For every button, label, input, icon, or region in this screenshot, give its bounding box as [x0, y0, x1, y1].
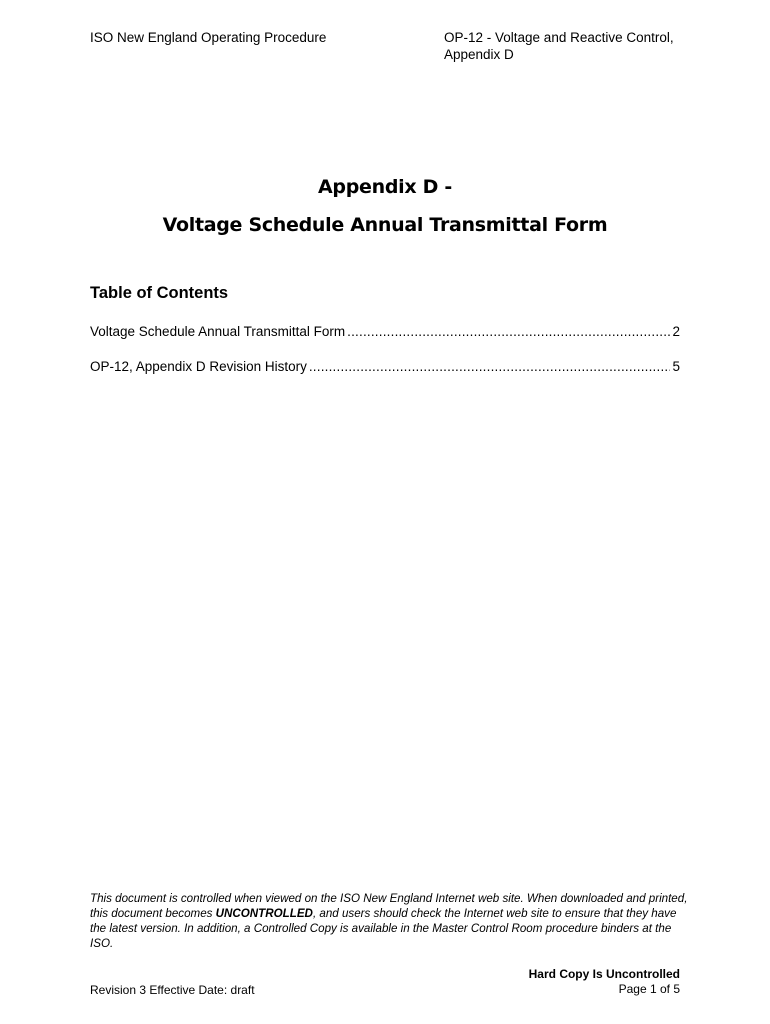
toc-leader-dots	[347, 323, 670, 340]
header-left: ISO New England Operating Procedure	[90, 30, 327, 45]
control-notice	[90, 891, 690, 951]
title-line1: Appendix D -	[318, 176, 452, 198]
toc-entry-transmittal-form[interactable]	[90, 323, 680, 340]
page-title	[0, 168, 770, 244]
notice-text-part2: , and users should check the Internet web site to ensure that they have the latest version. In addition, a Controlled Copy is available in the Master Control Room procedure binders at the ISO.	[90, 907, 677, 950]
footer-right	[529, 967, 680, 997]
toc-entry-page[interactable]: 5	[672, 359, 680, 374]
toc-entry-page[interactable]: 2	[672, 324, 680, 339]
toc-entry-label[interactable]: OP-12, Appendix D Revision History	[90, 359, 307, 374]
footer-page-number: Page 1 of 5	[618, 982, 680, 996]
toc-leader-dots	[309, 358, 671, 375]
title-line2: Voltage Schedule Annual Transmittal Form	[162, 214, 608, 236]
toc-heading: Table of Contents	[90, 284, 229, 302]
toc-entry-revision-history[interactable]	[90, 358, 680, 375]
header-right	[444, 29, 704, 63]
footer-hard-copy: Hard Copy Is Uncontrolled	[528, 967, 680, 981]
notice-emphasis: UNCONTROLLED	[215, 907, 313, 920]
header-right-line1: OP-12 - Voltage and Reactive Control,	[444, 30, 674, 45]
notice-text-part1: This document is controlled when viewed on the ISO New England Internet web site. When downloaded and printed, this document becomes	[90, 892, 688, 920]
footer-revision: Revision 3 Effective Date: draft	[90, 983, 255, 997]
header-right-line2: Appendix D	[444, 47, 514, 62]
toc-entry-label[interactable]: Voltage Schedule Annual Transmittal Form	[90, 324, 346, 339]
